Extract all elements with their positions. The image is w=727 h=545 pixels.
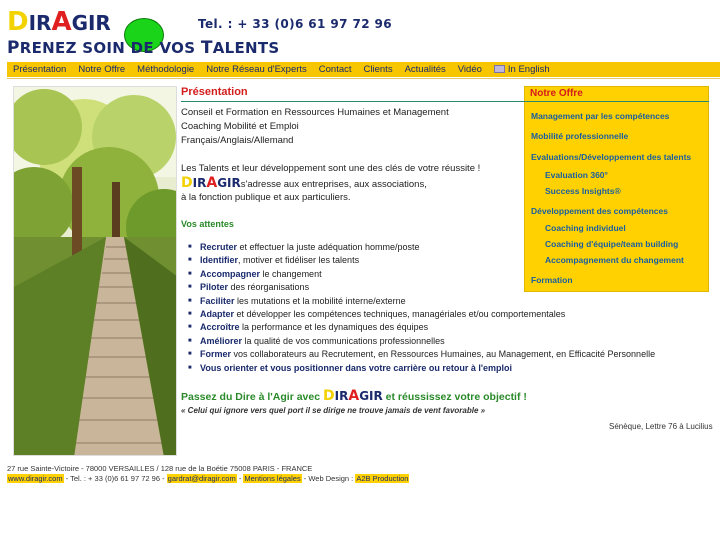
nav-item-video[interactable]: Vidéo [457, 64, 482, 75]
list-item: ■ Faciliter les mutations et la mobilité interne/externe [188, 295, 655, 308]
list-item: ■ Former vos collaborateurs au Recrutement, en Ressources Humaines, au Management, en Efficacité Personnelle [188, 348, 655, 361]
footer-links: www.diragir.com - Tel. : + 33 (0)6 61 97 72 96 - gardrat@diragir.com - Mentions légales - Web Design : A2B Production [8, 474, 409, 483]
intro-line-2: Coaching Mobilité et Emploi [181, 121, 299, 132]
sidebar-subitem-coaching-equipe[interactable]: Coaching d'équipe/team building [545, 239, 679, 249]
sidebar-item-management-competences[interactable]: Management par les compétences [531, 111, 670, 121]
tagline: PRENEZ SOIN DE VOS TALENTS [7, 38, 280, 58]
staircase-photo [13, 86, 177, 456]
nav-item-actualites[interactable]: Actualités [404, 64, 446, 75]
footer-design-link[interactable]: A2B Production [356, 474, 409, 483]
logo-letters-gir: GIR [71, 11, 111, 35]
nav-item-in-english-label: In English [507, 64, 550, 75]
nav-divider [7, 78, 720, 79]
sidebar-item-formation[interactable]: Formation [531, 275, 573, 285]
title-divider [181, 101, 524, 102]
footer-address: 27 rue Sainte-Victoire - 78000 VERSAILLES / 128 rue de la Boétie 75008 PARIS - FRANCE [7, 464, 313, 473]
sidebar-divider [524, 101, 709, 102]
nav-item-reseau-experts[interactable]: Notre Réseau d'Experts [206, 64, 307, 75]
footer-email-link[interactable]: gardrat@diragir.com [167, 474, 236, 483]
sidebar-title: Notre Offre [530, 88, 583, 99]
nav-item-clients[interactable]: Clients [363, 64, 393, 75]
nav-item-in-english[interactable] [488, 64, 556, 75]
footer-website-link[interactable]: www.diragir.com [8, 474, 63, 483]
uk-flag-icon [494, 65, 505, 73]
list-item: ■ Piloter des réorganisations [188, 281, 655, 294]
public-line: à la fonction publique et aux particuliers. [181, 192, 351, 203]
sidebar-subitem-evaluation-360[interactable]: Evaluation 360° [545, 170, 608, 180]
nav-item-contact[interactable]: Contact [318, 64, 352, 75]
footer-phone: - Tel. : + 33 (0)6 61 97 72 96 - [63, 474, 167, 483]
page-title: Présentation [181, 86, 248, 98]
header-phone: Tel. : + 33 (0)6 61 97 72 96 [198, 17, 393, 31]
logo-letter-d: D [7, 7, 29, 37]
inline-brand-logo: DIRAGIR [181, 175, 241, 191]
nav-item-presentation[interactable]: Présentation [13, 64, 67, 75]
sidebar-item-developpement[interactable]: Développement des compétences [531, 206, 668, 216]
list-item: ■ Accroître la performance et les dynamiques des équipes [188, 321, 655, 334]
list-item: ■ Identifier, motiver et fidéliser les talents [188, 254, 655, 267]
list-item: ■ Vous orienter et vous positionner dans votre carrière ou retour à l'emploi [188, 362, 655, 375]
quote: « Celui qui ignore vers quel port il se dirige ne trouve jamais de vent favorable » [181, 406, 486, 415]
main-nav [7, 62, 720, 77]
intro-line-1: Conseil et Formation en Ressources Humaines et Management [181, 107, 449, 118]
logo-letters-ir: IR [28, 11, 52, 35]
slogan: Passez du Dire à l'Agir avec DIRAGIR et réussissez votre objectif ! [181, 388, 527, 404]
talents-line: Les Talents et leur développement sont une des clés de votre réussite ! [181, 163, 481, 174]
nav-item-notre-offre[interactable]: Notre Offre [78, 64, 126, 75]
sidebar-item-mobilite[interactable]: Mobilité professionnelle [531, 131, 629, 141]
sidebar-subitem-coaching-individuel[interactable]: Coaching individuel [545, 223, 626, 233]
list-item: ■ Adapter et développer les compétences techniques, managériales et/ou comportementales [188, 308, 655, 321]
brand-sentence: DIRAGIRs'adresse aux entreprises, aux associations, [181, 175, 427, 191]
sidebar-item-evaluations[interactable]: Evaluations/Développement des talents [531, 152, 692, 162]
logo-wordmark [7, 8, 111, 37]
quote-source: Sénèque, Lettre 76 à Lucilius [609, 422, 713, 431]
slogan-brand-logo: DIRAGIR [323, 388, 383, 404]
list-item: ■ Recruter et effectuer la juste adéquation homme/poste [188, 241, 655, 254]
list-item: ■ Améliorer la qualité de vos communications professionnelles [188, 335, 655, 348]
list-item: ■ Accompagner le changement [188, 268, 655, 281]
footer-legal-link[interactable]: Mentions légales [244, 474, 301, 483]
expectations-heading: Vos attentes [181, 219, 234, 229]
intro-line-3: Français/Anglais/Allemand [181, 135, 294, 146]
sidebar-subitem-accompagnement[interactable]: Accompagnement du changement [545, 255, 684, 265]
logo-letter-a: A [51, 7, 72, 37]
nav-item-methodologie[interactable]: Méthodologie [137, 64, 195, 75]
sidebar-subitem-success-insights[interactable]: Success Insights® [545, 186, 621, 196]
